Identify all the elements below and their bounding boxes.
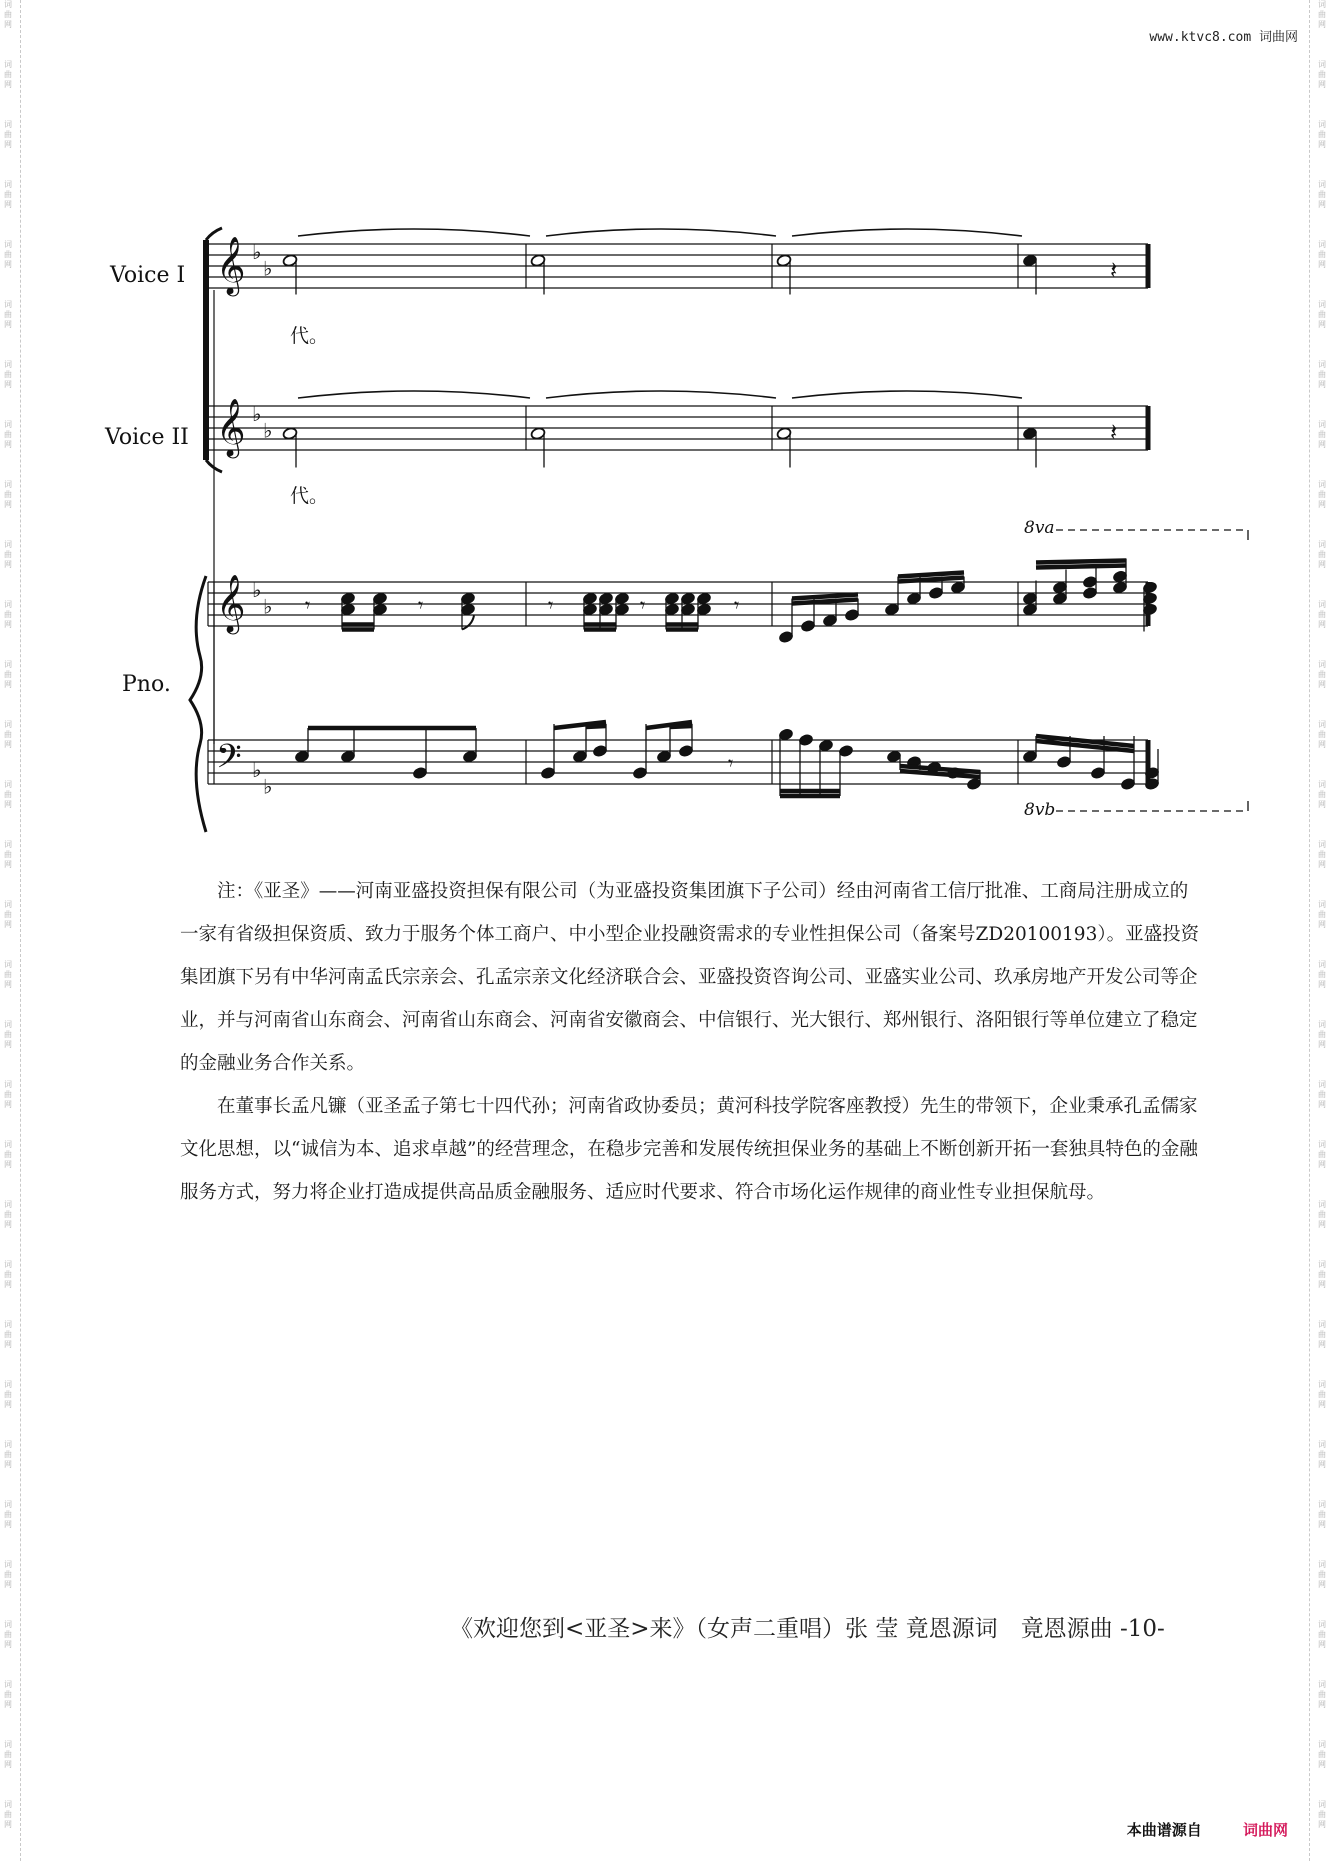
voice2-label: Voice II xyxy=(105,425,189,450)
watermark-char: 词 曲 网 xyxy=(4,1620,12,1649)
watermark-char: 词 曲 网 xyxy=(1318,1500,1326,1529)
watermark-char: 词 曲 网 xyxy=(4,840,12,869)
treble-clef: 𝄞 xyxy=(216,398,246,456)
watermark-char: 词 曲 网 xyxy=(4,1380,12,1409)
piano-brace xyxy=(190,576,206,832)
watermark-char: 词 曲 网 xyxy=(1318,1440,1326,1469)
note-section xyxy=(180,870,1200,1214)
bass-beam xyxy=(670,726,692,727)
voice1-tie xyxy=(792,229,1022,236)
watermark-char: 词 曲 网 xyxy=(4,960,12,989)
treble-beam xyxy=(1036,561,1126,563)
voice1-tie xyxy=(298,229,530,236)
watermark-char: 词 曲 网 xyxy=(4,120,12,149)
voice1-tie xyxy=(546,229,776,236)
watermark-char: 词 曲 网 xyxy=(4,480,12,509)
note-paragraph-2: 在董事长孟凡镰（亚圣孟子第七十四代孙；河南省政协委员；黄河科技学院客座教授）先生的带领下，企业秉承孔孟儒家文化思想，以“诚信为本、追求卓越”的经营理念，在稳步完善和发展传统担保业务的基础上不断创新开拓一套独具特色的金融服务方式，努力将企业打造成提供高品质金融服务、适应时代要求、符合市场化运作规律的商业性专业担保航母。 xyxy=(180,1096,1198,1203)
watermark-char: 词 曲 网 xyxy=(1318,1140,1326,1169)
watermark-char: 词 曲 网 xyxy=(1318,1380,1326,1409)
key-signature-flat: ♭ xyxy=(252,578,262,602)
eighth-rest: 𝄾 xyxy=(734,593,740,617)
watermark-char: 词 曲 网 xyxy=(1318,900,1326,929)
watermark-char: 词 曲 网 xyxy=(1318,780,1326,809)
eighth-rest: 𝄾 xyxy=(305,593,311,617)
source-label: 本曲谱源自 xyxy=(1126,1821,1202,1839)
watermark-char: 词 曲 网 xyxy=(4,1140,12,1169)
watermark-char: 词 曲 网 xyxy=(1318,120,1326,149)
site-name: 词曲网 xyxy=(1258,30,1298,45)
watermark-char: 词 曲 网 xyxy=(1318,420,1326,449)
watermark-char: 词 曲 网 xyxy=(4,600,12,629)
watermark-char: 词 曲 网 xyxy=(4,720,12,749)
source-footer xyxy=(1127,1819,1288,1840)
watermark-char: 词 曲 网 xyxy=(4,420,12,449)
octave-down-mark: 8vb xyxy=(1024,800,1056,820)
watermark-char: 词 曲 网 xyxy=(4,540,12,569)
watermark-char: 词 曲 网 xyxy=(1318,480,1326,509)
treble-clef: 𝄞 xyxy=(216,236,246,294)
watermark-char: 词 曲 网 xyxy=(1318,1200,1326,1229)
note-paragraph-1: 注：《亚圣》——河南亚盛投资担保有限公司（为亚盛投资集团旗下子公司）经由河南省工信厅批准、工商局注册成立的一家有省级担保资质、致力于服务个体工商户、中小型企业投融资需求的专业性担保公司（备案号ZD20100193）。亚盛投资集团旗下另有中华河南孟氏宗亲会、孔孟宗亲文化经济联合会、亚盛投资咨询公司、亚盛实业公司、玖承房地产开发公司等企业，并与河南省山东商会、河南省山东商会、河南省安徽商会、中信银行、光大银行、郑州银行、洛阳银行等单位建立了稳定的金融业务合作关系。 xyxy=(180,881,1200,1074)
watermark-char: 词 曲 网 xyxy=(4,1440,12,1469)
watermark-char: 词 曲 网 xyxy=(4,1320,12,1349)
watermark-char: 词 曲 网 xyxy=(1318,180,1326,209)
watermark-char: 词 曲 网 xyxy=(4,1200,12,1229)
watermark-char: 词 曲 网 xyxy=(4,360,12,389)
piano-label: Pno. xyxy=(122,672,171,697)
watermark-char: 词 曲 网 xyxy=(4,1260,12,1289)
watermark-char: 词 曲 网 xyxy=(4,1500,12,1529)
voice1-lyric: 代。 xyxy=(290,325,329,347)
watermark-char: 词 曲 网 xyxy=(4,1020,12,1049)
watermark-char: 词 曲 网 xyxy=(1318,660,1326,689)
treble-flag xyxy=(462,616,474,630)
watermark-char: 词 曲 网 xyxy=(1318,1260,1326,1289)
watermark-char: 词 曲 网 xyxy=(1318,1080,1326,1109)
music-score xyxy=(0,0,1330,860)
bass-beam xyxy=(586,726,606,727)
treble-clef: 𝄞 xyxy=(216,574,246,632)
site-url[interactable]: www.ktvc8.com xyxy=(1149,30,1252,45)
voice2-lyric: 代。 xyxy=(290,485,329,507)
watermark-char: 词 曲 网 xyxy=(1318,0,1326,29)
key-signature-flat: ♭ xyxy=(263,774,273,799)
quarter-rest: 𝄽 xyxy=(1110,418,1118,446)
voice2-tie xyxy=(298,391,530,398)
quarter-rest: 𝄽 xyxy=(1110,256,1118,284)
watermark-char: 词 曲 网 xyxy=(4,240,12,269)
eighth-rest: 𝄾 xyxy=(640,593,646,617)
key-signature-flat: ♭ xyxy=(263,594,273,619)
watermark-char: 词 曲 网 xyxy=(1318,300,1326,329)
watermark-char: 词 曲 网 xyxy=(1318,1800,1326,1829)
watermark-char: 词 曲 网 xyxy=(4,1740,12,1769)
treble-beam xyxy=(1036,566,1126,568)
watermark-char: 词 曲 网 xyxy=(4,60,12,89)
key-signature-flat: ♭ xyxy=(263,418,273,443)
watermark-char: 词 曲 网 xyxy=(1318,1740,1326,1769)
watermark-char: 词 曲 网 xyxy=(1318,1560,1326,1589)
watermark-char: 词 曲 网 xyxy=(1318,1320,1326,1349)
voice2-tie xyxy=(792,391,1022,398)
watermark-char: 词 曲 网 xyxy=(4,1680,12,1709)
key-signature-flat: ♭ xyxy=(252,240,262,264)
watermark-char: 词 曲 网 xyxy=(4,1800,12,1829)
watermark-char: 词 曲 网 xyxy=(1318,1620,1326,1649)
key-signature-flat: ♭ xyxy=(263,256,273,281)
watermark-char: 词 曲 网 xyxy=(1318,60,1326,89)
watermark-char: 词 曲 网 xyxy=(1318,720,1326,749)
key-signature-flat: ♭ xyxy=(252,402,262,426)
voice2-tie xyxy=(546,391,776,398)
eighth-rest: 𝄾 xyxy=(728,751,734,775)
watermark-char: 词 曲 网 xyxy=(4,0,12,29)
watermark-char: 词 曲 网 xyxy=(1318,600,1326,629)
watermark-char: 词 曲 网 xyxy=(1318,960,1326,989)
watermark-char: 词 曲 网 xyxy=(4,180,12,209)
key-signature-flat: ♭ xyxy=(252,758,262,782)
voice1-label: Voice I xyxy=(110,263,186,288)
eighth-rest: 𝄾 xyxy=(418,593,424,617)
watermark-char: 词 曲 网 xyxy=(4,900,12,929)
watermark-char: 词 曲 网 xyxy=(1318,240,1326,269)
eighth-rest: 𝄾 xyxy=(548,593,554,617)
watermark-char: 词 曲 网 xyxy=(1318,360,1326,389)
watermark-char: 词 曲 网 xyxy=(1318,840,1326,869)
bass-clef: 𝄢 xyxy=(216,738,242,784)
watermark-char: 词 曲 网 xyxy=(4,1560,12,1589)
watermark-char: 词 曲 网 xyxy=(1318,1680,1326,1709)
watermark-char: 词 曲 网 xyxy=(1318,540,1326,569)
watermark-char: 词 曲 网 xyxy=(4,660,12,689)
octave-up-mark: 8va xyxy=(1024,518,1055,538)
watermark-char: 词 曲 网 xyxy=(1318,1020,1326,1049)
watermark-char: 词 曲 网 xyxy=(4,780,12,809)
watermark-char: 词 曲 网 xyxy=(4,1080,12,1109)
watermark-char: 词 曲 网 xyxy=(4,300,12,329)
footer-title: 《欢迎您到<亚圣>来》（女声二重唱）张 莹 竟恩源词 竟恩源曲 -10- xyxy=(450,1616,1165,1642)
source-site[interactable]: 词曲网 xyxy=(1242,1821,1288,1839)
